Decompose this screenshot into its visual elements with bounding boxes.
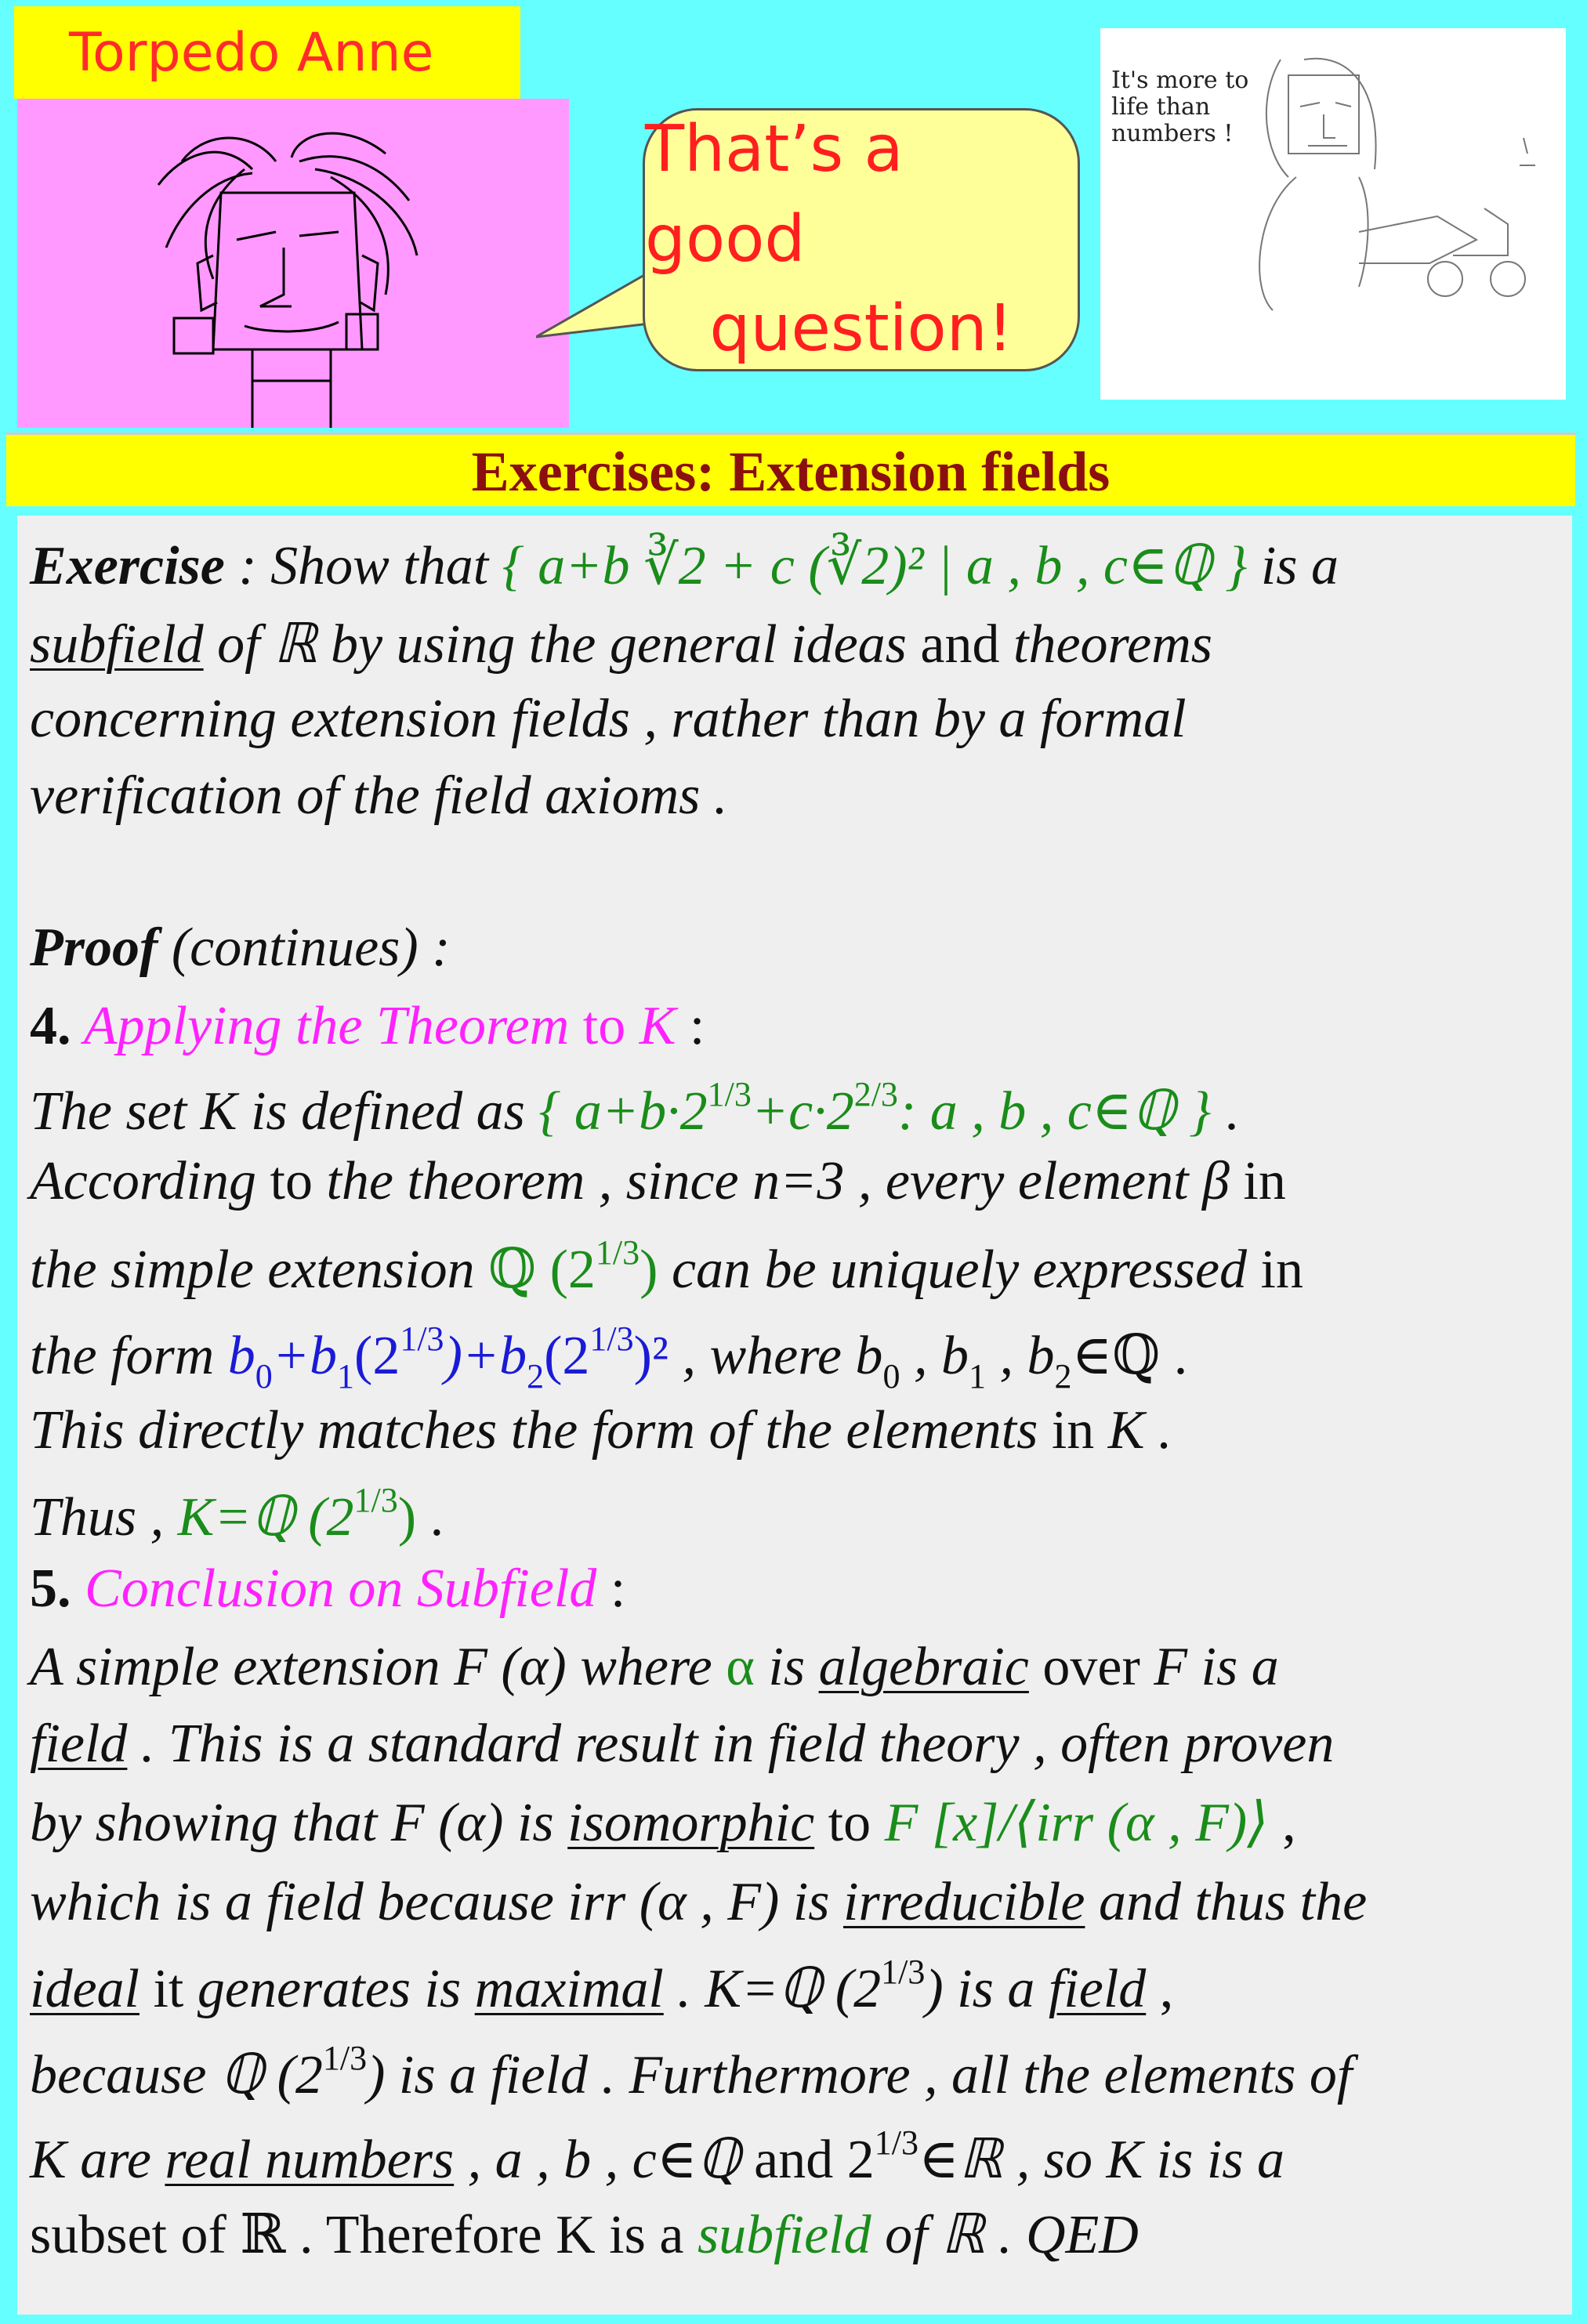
text: ∈ℝ , so K is is a <box>918 2130 1285 2190</box>
proof-line <box>30 1790 1296 1855</box>
proof-line <box>30 1399 1172 1462</box>
text: and <box>920 614 1000 675</box>
text: : <box>676 996 705 1056</box>
math: +c·2 <box>751 1081 854 1142</box>
step-heading <box>30 1558 625 1620</box>
text: , every element β <box>844 1151 1244 1211</box>
term-subfield: subfield <box>697 2205 871 2265</box>
text: generates is <box>197 1959 475 2019</box>
math-exponent: 1/3 <box>707 1075 752 1113</box>
math-subscript: 2 <box>1054 1357 1072 1395</box>
step-title: Applying the Theorem <box>71 996 583 1056</box>
proof-line <box>30 2039 1353 2107</box>
math-exponent: 1/3 <box>595 1233 640 1272</box>
exercise-statement-line <box>30 533 1339 598</box>
math-exponent: 1/3 <box>322 2039 368 2077</box>
math: )+b <box>444 1326 527 1386</box>
text: . This is a standard result in field theory , often proven <box>127 1714 1335 1774</box>
text: because ℚ (2 <box>30 2045 323 2105</box>
proof-line <box>30 1636 1279 1699</box>
sketch-note-line: numbers ! <box>1111 120 1234 147</box>
text: the form <box>30 1326 228 1386</box>
proof-line <box>30 1713 1334 1776</box>
text: K . <box>1094 1400 1172 1461</box>
text: ) is a <box>925 1959 1049 2019</box>
term-field: field <box>1048 1959 1147 2019</box>
text: in <box>1051 1400 1095 1461</box>
proof-line <box>30 1233 1303 1301</box>
text: it <box>139 1959 197 2019</box>
math: K=ℚ (2 <box>177 1487 354 1548</box>
exercise-statement-line: concerning extension fields , rather than by a formal <box>30 689 1187 749</box>
proof-line <box>30 1953 1174 2021</box>
text: ∈ℚ . <box>1071 1326 1188 1386</box>
text: This directly matches the form of the elements <box>30 1400 1052 1461</box>
math-subscript: 0 <box>255 1357 273 1395</box>
text: is <box>754 1637 819 1697</box>
text: K are <box>30 2130 165 2190</box>
text: over <box>1028 1637 1154 1697</box>
speech-bubble-line: question! <box>709 291 1013 367</box>
text: The set K is defined as <box>30 1081 539 1142</box>
math: b <box>227 1326 255 1386</box>
text: 2 <box>833 2130 875 2190</box>
text: is a <box>1247 536 1339 596</box>
text: Thus , <box>30 1487 178 1548</box>
text: ) is a field . Furthermore , all the elements of <box>367 2045 1353 2105</box>
sketch-note-line: It's more to <box>1111 67 1249 94</box>
sketch-note <box>1111 67 1248 147</box>
term-isomorphic: isomorphic <box>567 1793 815 1853</box>
text: theorems <box>999 614 1213 675</box>
text: which is a field because irr (α , F) is <box>30 1872 844 1932</box>
text: can be uniquely expressed <box>658 1240 1261 1300</box>
math-exponent: 1/3 <box>400 1319 444 1358</box>
character-name: Torpedo Anne <box>14 6 520 99</box>
exercise-label: Exercise <box>30 536 225 596</box>
math-subscript: 2 <box>527 1357 545 1395</box>
proof-line <box>30 1150 1286 1213</box>
math-subscript: 0 <box>882 1357 900 1395</box>
math-exponent: 1/3 <box>353 1481 398 1519</box>
term-irreducible: irreducible <box>843 1872 1085 1932</box>
math-subscript: 1 <box>968 1357 986 1395</box>
proof-line <box>30 1319 1188 1395</box>
sketch-note-line: life than <box>1111 93 1211 121</box>
step-title: Conclusion on Subfield <box>71 1558 597 1619</box>
text: , b <box>985 1326 1055 1386</box>
math: ) <box>397 1487 417 1548</box>
step-number: 5. <box>30 1558 71 1619</box>
character-portrait <box>17 99 569 428</box>
text: K <box>625 996 676 1056</box>
step-heading <box>30 995 705 1058</box>
speech-bubble <box>643 108 1080 371</box>
term-real-numbers: real numbers <box>165 2130 455 2190</box>
term-field: field <box>30 1714 128 1774</box>
text: . K=ℚ (2 <box>663 1959 882 2019</box>
text: the theorem , since <box>312 1151 753 1211</box>
text: of ℝ by using the general ideas <box>203 614 921 675</box>
term-algebraic: algebraic <box>818 1637 1029 1697</box>
text: : Show that <box>224 536 502 596</box>
proof-line <box>30 2202 1139 2267</box>
proof-heading <box>30 917 451 979</box>
text: in <box>1243 1151 1286 1211</box>
page-title: Exercises: Extension fields <box>6 433 1575 506</box>
text: (continues) : <box>158 918 451 978</box>
text: F is a <box>1154 1637 1279 1697</box>
text: , b <box>900 1326 969 1386</box>
portrait-panel <box>17 99 569 428</box>
math: (2 <box>544 1326 590 1386</box>
text: , a , b , c∈ℚ <box>454 2130 755 2190</box>
text: to <box>270 1151 313 1211</box>
text: of ℝ . QED <box>871 2205 1139 2265</box>
text: by showing that F (α) is <box>30 1793 568 1853</box>
speech-bubble-line: That’s a good <box>645 111 904 277</box>
math: n=3 <box>752 1151 845 1211</box>
text: and <box>754 2130 834 2190</box>
exercise-statement-line <box>30 611 1212 676</box>
text: to <box>582 996 626 1056</box>
content-panel <box>17 516 1572 2315</box>
text: , where b <box>668 1326 883 1386</box>
proof-line <box>30 2123 1285 2192</box>
term-maximal: maximal <box>474 1959 664 2019</box>
text: . <box>1211 1081 1239 1142</box>
math-set: { a+b ∛2 + c (∛2)² | a , b , c∈ℚ } <box>502 536 1248 596</box>
math-exponent: 1/3 <box>874 2123 919 2162</box>
text: : <box>596 1558 626 1619</box>
math-exponent: 2/3 <box>853 1075 898 1113</box>
text: . <box>416 1487 444 1548</box>
text: to <box>814 1793 885 1853</box>
text: A simple extension F (α) where <box>30 1637 726 1697</box>
math: α <box>726 1637 755 1697</box>
step-number: 4. <box>30 996 71 1056</box>
math: ℚ (2 <box>488 1240 596 1300</box>
math: F [x]/⟨irr (α , F)⟩ <box>884 1793 1269 1853</box>
proof-line <box>30 1075 1239 1143</box>
math-subscript: 1 <box>337 1357 355 1395</box>
math: ) <box>640 1240 658 1300</box>
proof-line <box>30 1481 444 1549</box>
term-subfield: subfield <box>30 614 204 675</box>
proof-label: Proof <box>30 918 158 978</box>
math: +b <box>272 1326 338 1386</box>
math: (2 <box>354 1326 400 1386</box>
math: : a , b , c∈ℚ } <box>897 1081 1212 1142</box>
exercise-statement-line: verification of the field axioms . <box>30 766 728 826</box>
proof-line <box>30 1871 1367 1934</box>
text: subset of ℝ . Therefore K is a <box>30 2205 697 2265</box>
text: and thus the <box>1085 1872 1368 1932</box>
text: , <box>1146 1959 1174 2019</box>
math-exponent: 1/3 <box>881 1953 926 1991</box>
text: the simple extension <box>30 1240 489 1300</box>
math: )² <box>633 1326 668 1386</box>
text: According <box>30 1151 270 1211</box>
text: in <box>1260 1240 1303 1300</box>
term-ideal: ideal <box>30 1959 139 2019</box>
text: , <box>1268 1793 1296 1853</box>
math: { a+b·2 <box>538 1081 708 1142</box>
math-exponent: 1/3 <box>589 1319 634 1358</box>
